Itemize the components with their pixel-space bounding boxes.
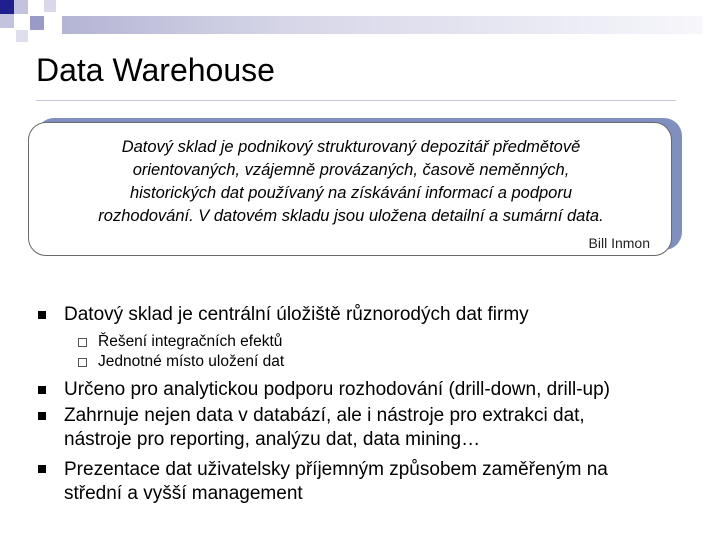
bullet-text-continuation: střední a vyšší management xyxy=(64,483,303,504)
checkbox-bullet-icon xyxy=(78,358,87,367)
title-divider xyxy=(36,100,676,101)
decor-square xyxy=(14,0,28,14)
bullet-text: Zahrnuje nejen data v databází, ale i nástroje pro extrakci dat, xyxy=(64,405,585,426)
quote-line: orientovaných, vzájemně provázaných, časově neměnných, xyxy=(132,161,570,179)
decor-square xyxy=(30,16,44,30)
quote-line: Datový sklad je podnikový strukturovaný depozitář předmětově xyxy=(121,138,581,156)
decor-square xyxy=(16,30,28,42)
header-gradient-bar xyxy=(62,16,702,34)
sub-bullet-text: Jednotné místo uložení dat xyxy=(98,353,285,370)
bullet-text-continuation: nástroje pro reporting, analýzu dat, data mining… xyxy=(64,429,481,450)
bullet-marker xyxy=(38,386,46,394)
sub-bullet-text: Řešení integračních efektů xyxy=(98,333,283,350)
decor-square xyxy=(0,14,14,28)
quote-author: Bill Inmon xyxy=(588,235,650,251)
quote-line: rozhodování. V datovém skladu jsou uložena detailní a sumární data. xyxy=(98,207,604,225)
bullet-marker xyxy=(38,465,46,473)
decor-square xyxy=(44,0,56,12)
quote-line: historických dat používaný na získávání informací a podporu xyxy=(129,184,573,202)
slide-title: Data Warehouse xyxy=(36,52,275,88)
bullet-marker xyxy=(38,311,46,319)
bullet-marker xyxy=(38,412,46,420)
bullet-text: Určeno pro analytickou podporu rozhodování (drill-down, drill-up) xyxy=(64,379,610,400)
bullet-text: Prezentace dat uživatelsky příjemným způsobem zaměřeným na xyxy=(64,459,608,480)
quote-text xyxy=(40,136,662,228)
bullet-text: Datový sklad je centrální úložiště různorodých dat firmy xyxy=(64,304,529,325)
decor-square xyxy=(0,0,14,14)
checkbox-bullet-icon xyxy=(78,338,87,347)
